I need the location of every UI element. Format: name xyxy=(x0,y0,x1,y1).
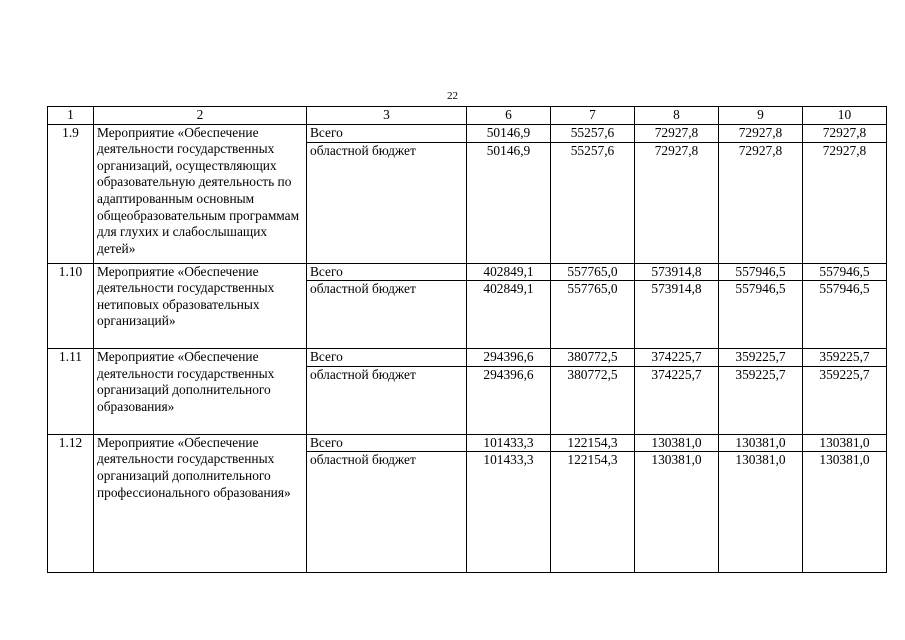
value-cell: 55257,6 xyxy=(551,124,635,142)
source-label: областной бюджет xyxy=(307,366,467,434)
value-cell: 130381,0 xyxy=(719,452,803,573)
table-row xyxy=(48,124,887,142)
value-cell: 72927,8 xyxy=(803,142,887,263)
source-label: областной бюджет xyxy=(307,281,467,349)
column-header: 8 xyxy=(635,107,719,125)
value-cell: 557765,0 xyxy=(551,263,635,281)
value-cell: 72927,8 xyxy=(635,124,719,142)
budget-table xyxy=(47,106,887,573)
value-cell: 294396,6 xyxy=(467,366,551,434)
value-cell: 359225,7 xyxy=(803,349,887,367)
value-cell: 130381,0 xyxy=(803,434,887,452)
value-cell: 122154,3 xyxy=(551,452,635,573)
row-name: Мероприятие «Обеспечение деятельности государственных организаций дополнительного образования» xyxy=(94,349,307,435)
value-cell: 72927,8 xyxy=(719,142,803,263)
total-label: Всего xyxy=(307,434,467,452)
source-label: областной бюджет xyxy=(307,452,467,573)
row-number: 1.12 xyxy=(48,434,94,573)
total-label: Всего xyxy=(307,124,467,142)
column-header: 2 xyxy=(94,107,307,125)
value-cell: 374225,7 xyxy=(635,366,719,434)
value-cell: 130381,0 xyxy=(635,452,719,573)
row-number: 1.11 xyxy=(48,349,94,435)
total-label: Всего xyxy=(307,349,467,367)
value-cell: 557946,5 xyxy=(719,263,803,281)
column-header: 7 xyxy=(551,107,635,125)
value-cell: 557946,5 xyxy=(803,281,887,349)
value-cell: 122154,3 xyxy=(551,434,635,452)
header-row xyxy=(48,107,887,125)
value-cell: 101433,3 xyxy=(467,434,551,452)
value-cell: 402849,1 xyxy=(467,263,551,281)
value-cell: 130381,0 xyxy=(719,434,803,452)
column-header: 3 xyxy=(307,107,467,125)
table-row xyxy=(48,349,887,367)
row-name: Мероприятие «Обеспечение деятельности государственных организаций дополнительного профессионального образования» xyxy=(94,434,307,573)
value-cell: 50146,9 xyxy=(467,124,551,142)
value-cell: 557946,5 xyxy=(803,263,887,281)
value-cell: 380772,5 xyxy=(551,349,635,367)
value-cell: 359225,7 xyxy=(803,366,887,434)
value-cell: 50146,9 xyxy=(467,142,551,263)
value-cell: 130381,0 xyxy=(803,452,887,573)
value-cell: 573914,8 xyxy=(635,281,719,349)
value-cell: 359225,7 xyxy=(719,349,803,367)
total-label: Всего xyxy=(307,263,467,281)
value-cell: 130381,0 xyxy=(635,434,719,452)
table-row xyxy=(48,434,887,452)
value-cell: 294396,6 xyxy=(467,349,551,367)
value-cell: 557765,0 xyxy=(551,281,635,349)
column-header: 6 xyxy=(467,107,551,125)
value-cell: 101433,3 xyxy=(467,452,551,573)
value-cell: 557946,5 xyxy=(719,281,803,349)
value-cell: 72927,8 xyxy=(635,142,719,263)
value-cell: 573914,8 xyxy=(635,263,719,281)
source-label: областной бюджет xyxy=(307,142,467,263)
value-cell: 374225,7 xyxy=(635,349,719,367)
column-header: 1 xyxy=(48,107,94,125)
value-cell: 55257,6 xyxy=(551,142,635,263)
column-header: 9 xyxy=(719,107,803,125)
table-row xyxy=(48,263,887,281)
row-name: Мероприятие «Обеспечение деятельности государственных нетиповых образовательных организаций» xyxy=(94,263,307,349)
page-number: 22 xyxy=(447,90,458,102)
value-cell: 72927,8 xyxy=(719,124,803,142)
value-cell: 402849,1 xyxy=(467,281,551,349)
value-cell: 359225,7 xyxy=(719,366,803,434)
row-number: 1.9 xyxy=(48,124,94,263)
column-header: 10 xyxy=(803,107,887,125)
value-cell: 380772,5 xyxy=(551,366,635,434)
row-name: Мероприятие «Обеспечение деятельности государственных организаций, осуществляющих образовательную деятельность по адаптированным основным общеобразовательным программам для глухих и слабослышащих детей» xyxy=(94,124,307,263)
row-number: 1.10 xyxy=(48,263,94,349)
value-cell: 72927,8 xyxy=(803,124,887,142)
